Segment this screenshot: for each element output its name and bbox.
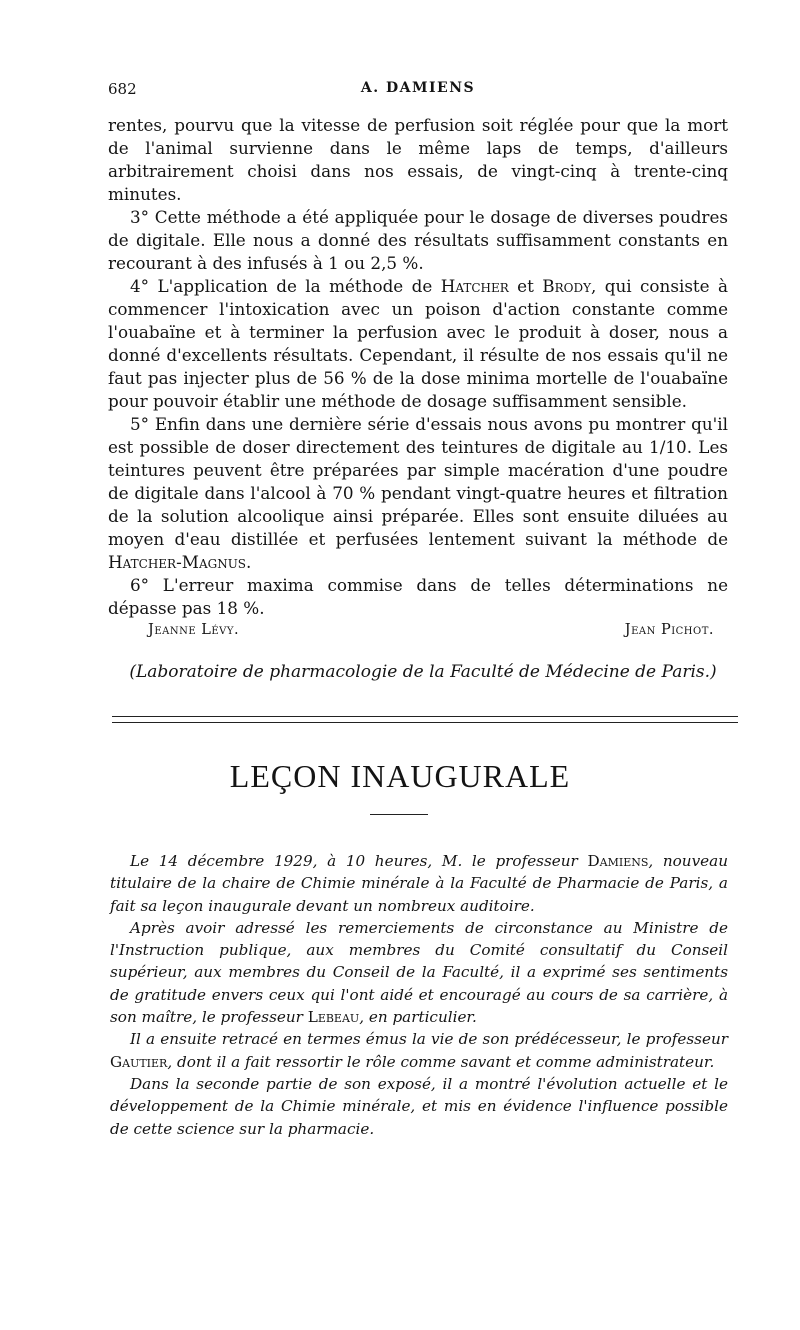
section-divider-bottom xyxy=(112,722,738,723)
lecon-paragraph-2 xyxy=(110,917,728,1028)
paragraph-text: 6° L'erreur maxima commise dans de telles déterminations ne dépasse pas 18 %. xyxy=(108,575,728,618)
paragraph-text: , en particulier. xyxy=(359,1008,477,1027)
paragraph-text: 4° L'application de la méthode de xyxy=(130,276,441,296)
page-header xyxy=(108,80,728,102)
lecon-paragraph-4 xyxy=(110,1073,728,1140)
paragraph-text: Le 14 décembre 1929, à 10 heures, M. le professeur xyxy=(130,852,588,870)
paragraph-text: Après avoir adressé les remerciements de circonstance au Ministre de l'Instruction publique, aux membres du Comité consultatif du Conseil supérieur, aux membres du Conseil de la Faculté, il a exprimé ses sentiments de gratitude envers ceux qui l'ont aidé et encouragé au cours de sa carrière, à son maître, le professeur xyxy=(110,918,728,1027)
signature-right: Jean Pichot. xyxy=(624,622,714,638)
paragraph-text: et xyxy=(508,276,543,296)
signature-left: Jeanne Lévy. xyxy=(148,622,240,638)
person-name-gautier: Gautier xyxy=(110,1052,168,1071)
lecon-paragraph-1 xyxy=(110,850,728,917)
section-divider-top xyxy=(112,716,738,717)
paragraph-text: , nouveau titulaire de la chaire de Chimie minérale à la Faculté de Pharmacie de Paris, a fait sa leçon inaugurale devant un nombreux auditoire. xyxy=(110,852,728,915)
author-name-brody: Brody xyxy=(542,276,591,296)
method-name-hatcher-magnus: Hatcher-Magnus xyxy=(108,552,247,572)
paragraph-point-6 xyxy=(108,574,728,620)
paragraph-text: Dans la seconde partie de son exposé, il a montré l'évolution actuelle et le développement de la Chimie minérale, et mis en évidence l'influence possible de cette science sur la pharmacie. xyxy=(110,1074,728,1138)
article-body xyxy=(108,114,728,620)
paragraph-text: rentes, pourvu que la vitesse de perfusion soit réglée pour que la mort de l'animal survienne dans le même laps de temps, d'ailleurs arbitrairement choisi dans nos essais, de vingt-cinq à trente-cinq minutes. xyxy=(108,115,728,204)
paragraph-text: . xyxy=(246,552,252,572)
paragraph-text: , dont il a fait ressortir le rôle comme savant et comme administrateur. xyxy=(167,1052,715,1071)
paragraph-point-3 xyxy=(108,206,728,275)
page-number: 682 xyxy=(108,80,137,98)
paragraph-text: 3° Cette méthode a été appliquée pour le dosage de diverses poudres de digitale. Elle nous a donné des résultats suffisamment constants en recourant à des infusés à 1 ou 2,5 %. xyxy=(108,207,728,273)
person-name-lebeau: Lebeau xyxy=(307,1008,360,1027)
paragraph-point-4 xyxy=(108,275,728,413)
paragraph-point-5 xyxy=(108,413,728,574)
lecon-paragraph-3 xyxy=(110,1028,728,1073)
running-title: A. DAMIENS xyxy=(360,80,476,96)
paragraph-text: , qui consiste à commencer l'intoxication avec un poison d'action constante comme l'ouabaïne et à terminer la perfusion avec le produit à doser, nous a donné d'excellents résultats. Cependant, il résulte de nos essais qu'il ne faut pas injecter plus de 56 % de la dose minima mortelle de l'ouabaïne pour pouvoir établir une méthode de dosage suffisamment sensible. xyxy=(108,276,728,411)
paragraph-text: 5° Enfin dans une dernière série d'essais nous avons pu montrer qu'il est possible de doser directement des teintures de digitale au 1/10. Les teintures peuvent être préparées par simple macération d'une poudre de digitale dans l'alcool à 70 % pendant vingt-quatre heures et filtration de la solution alcoolique ainsi préparée. Elles sont ensuite diluées au moyen d'eau distillée et perfusées lentement suivant la méthode de xyxy=(108,414,728,549)
laboratory-affiliation: (Laboratoire de pharmacologie de la Faculté de Médecine de Paris.) xyxy=(129,662,717,682)
person-name-damiens: Damiens xyxy=(587,852,649,870)
section-title: LEÇON INAUGURALE xyxy=(229,758,571,794)
paragraph-continuation xyxy=(108,114,728,206)
title-underline xyxy=(370,814,428,815)
paragraph-text: Il a ensuite retracé en termes émus la vie de son prédécesseur, le professeur xyxy=(130,1030,728,1049)
lecon-body xyxy=(110,850,728,1140)
author-name-hatcher: Hatcher xyxy=(440,276,509,296)
